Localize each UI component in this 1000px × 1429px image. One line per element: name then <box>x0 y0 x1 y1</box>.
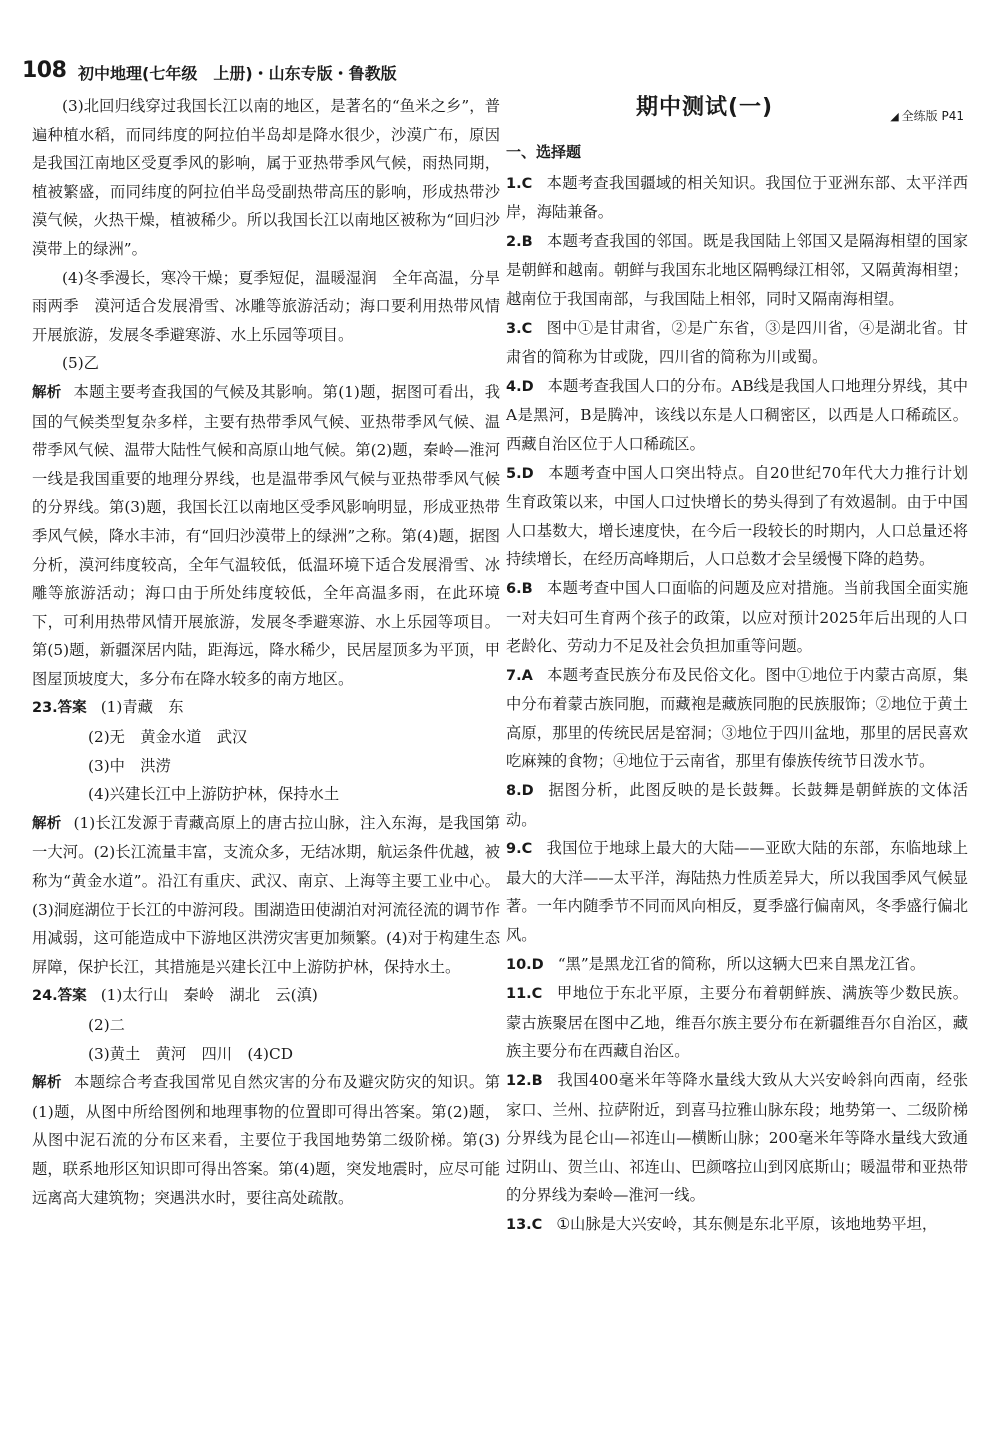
book-title: 初中地理(七年级 上册)・山东专版・鲁教版 <box>78 64 397 83</box>
answer-text: 据图分析，此图反映的是长鼓舞。长鼓舞是朝鲜族的文体活动。 <box>506 781 968 829</box>
answer-text: 本题考查中国人口面临的问题及应对措施。当前我国全面实施一对夫妇可生育两个孩子的政策，以应对预计2025年后出现的人口老龄化、劳动力不足及社会负担加重等问题。 <box>506 578 968 656</box>
question-number: 11.C <box>506 986 543 1003</box>
test-title: 期中测试(一) <box>636 95 774 120</box>
question-number: 4.D <box>506 378 534 395</box>
explanation-23-text: (1)长江发源于青藏高原上的唐古拉山脉，注入东海，是我国第一大河。(2)长江流量丰富，支流众多，无结冰期，航运条件优越，被称为“黄金水道”。沿江有重庆、武汉、南京、上海等主要工业中心。(3)洞庭湖位于长江的中游河段。围湖造田使湖泊对河流径流的调节作用减弱，这可能造成中下游地区洪涝灾害更加频繁。(4)对于构建生态屏障，保护长江，其措施是兴建长江中上游防护林，保持水土。 <box>32 813 501 976</box>
answer-text: 本题考查民族分布及民俗文化。图中①地位于内蒙古高原，集中分布着蒙古族同胞，而藏袍是藏族同胞的民族服饰；②地位于黄土高原，那里的传统民居是窑洞；③地位于四川盆地，那里的居民喜欢吃麻辣的食物；④地位于云南省，那里有傣族传统节日泼水节。 <box>506 665 968 771</box>
question-number: 10.D <box>506 956 544 973</box>
answer-23-line1 <box>32 693 500 723</box>
page-header <box>0 0 1000 92</box>
answer-23-line2: (2)无 黄金水道 武汉 <box>88 728 248 747</box>
question-number: 13.C <box>506 1216 543 1233</box>
question-number: 8.D <box>506 783 534 800</box>
answer-text: 我国400毫米年等降水量线大致从大兴安岭斜向西南，经张家口、兰州、拉萨附近，到喜马拉雅山脉东段；地势第一、二级阶梯分界线为昆仑山—祁连山—横断山脉；200毫米年等降水量线大致通过阴山、贺兰山、祁连山、巴颜喀拉山到冈底斯山；暖温带和亚热带的分界线为秦岭—淮河一线。 <box>506 1071 968 1205</box>
explanation-tag: 解析 <box>32 815 62 832</box>
answer-item <box>506 314 968 372</box>
left-column <box>32 92 500 1212</box>
answer-item <box>506 661 968 776</box>
answer-24-line1 <box>32 981 500 1011</box>
answer-text: 图中①是甘肃省，②是广东省，③是四川省，④是湖北省。甘肃省的简称为甘或陇，四川省的简称为川或蜀。 <box>506 318 968 367</box>
answer-item <box>506 950 968 980</box>
answer-item <box>506 227 968 314</box>
answer-text: 甲地位于东北平原，主要分布着朝鲜族、满族等少数民族。蒙古族聚居在图中乙地，维吾尔族主要分布在新疆维吾尔自治区，藏族主要分布在西藏自治区。 <box>506 984 968 1061</box>
explanation-tag: 解析 <box>32 1075 62 1092</box>
answer-text: “黑”是黑龙江省的简称，所以这辆大巴来自黑龙江省。 <box>557 954 926 973</box>
explanation-24-text: 本题综合考查我国常见自然灾害的分布及避灾防灾的知识。第(1)题，从图中所给图例和地理事物的位置即可得出答案。第(2)题，从图中泥石流的分布区来看，主要位于我国地势第二级阶梯。第(3)题，联系地形区知识即可得出答案。第(4)题，突发地震时，应尽可能远离高大建筑物；突遇洪水时，要往高处疏散。 <box>32 1073 500 1207</box>
answer-list <box>506 169 968 1240</box>
question-number: 24.答案 <box>32 988 87 1005</box>
question-number: 5.D <box>506 465 534 482</box>
explanation-22 <box>32 378 500 694</box>
answer-22-part5: (5)乙 <box>62 354 99 373</box>
question-number: 1.C <box>506 175 533 192</box>
question-number: 2.B <box>506 233 533 250</box>
question-number: 7.A <box>506 667 533 684</box>
send-arrow-icon: ◢ <box>890 110 899 123</box>
answer-text: ①山脉是大兴安岭，其东侧是东北平原，该地地势平坦， <box>556 1214 938 1233</box>
answer-22-part4: (4)冬季漫长，寒冷干燥；夏季短促，温暖湿润 全年高温，分旱雨两季 漠河适合发展滑雪、冰雕等旅游活动；海口要利用热带风情开展旅游，发展冬季避寒游、水上乐园等项目。 <box>32 268 500 344</box>
answer-item <box>506 372 968 459</box>
answer-item <box>506 979 968 1066</box>
explanation-23 <box>32 809 500 982</box>
question-number: 3.C <box>506 320 533 337</box>
answer-23-line4: (4)兴建长江中上游防护林，保持水土 <box>88 785 340 804</box>
answer-text: 本题考查中国人口突出特点。自20世纪70年代大力推行计划生育政策以来，中国人口过快增长的势头得到了有效遏制。由于中国人口基数大，增长速度快，在今后一段较长的时期内，人口总量还将持续增长，在经历高峰期后，人口总数才会呈缓慢下降的趋势。 <box>506 463 968 569</box>
question-number: 9.C <box>506 841 533 858</box>
answer-item <box>506 834 968 949</box>
explanation-24 <box>32 1068 500 1212</box>
reference-text: 全练版 P41 <box>901 109 964 123</box>
answer-item <box>506 1210 968 1240</box>
explanation-tag: 解析 <box>32 384 62 401</box>
right-column <box>506 92 968 1240</box>
answer-item <box>506 169 968 227</box>
answer-24-text1: (1)太行山 秦岭 湖北 云(滇) <box>100 986 318 1005</box>
answer-item <box>506 1066 968 1210</box>
answer-item <box>506 776 968 834</box>
question-number: 12.B <box>506 1073 543 1089</box>
section-subhead: 一、选择题 <box>506 143 582 161</box>
answer-text: 本题考查我国人口的分布。AB线是我国人口地理分界线，其中A是黑河，B是腾冲，该线以东是人口稠密区，以西是人口稀疏区。西藏自治区位于人口稀疏区。 <box>506 376 968 453</box>
section-title <box>506 94 968 138</box>
answer-text: 本题考查我国的邻国。既是我国陆上邻国又是隔海相望的国家是朝鲜和越南。朝鲜与我国东北地区隔鸭绿江相邻，又隔黄海相望；越南位于我国南部，与我国陆上相邻，同时又隔南海相望。 <box>506 231 968 308</box>
answer-23-text1: (1)青藏 东 <box>100 698 184 717</box>
answer-24-line3: (3)黄土 黄河 四川 (4)CD <box>88 1044 293 1063</box>
answer-item <box>506 574 968 661</box>
answer-24-line2: (2)二 <box>88 1016 125 1034</box>
answer-23-line3: (3)中 洪涝 <box>88 756 171 775</box>
answer-item <box>506 459 968 574</box>
answer-text: 我国位于地球上最大的大陆——亚欧大陆的东部，东临地球上最大的大洋——太平洋，海陆热力性质差异大，所以我国季风气候显著。一年内随季节不同而风向相反，夏季盛行偏南风，冬季盛行偏北风。 <box>506 839 968 945</box>
answer-22-part3: (3)北回归线穿过我国长江以南的地区，是著名的“鱼米之乡”，普遍种植水稻，而同纬度的阿拉伯半岛却是降水很少，沙漠广布，原因是我国江南地区受夏季风的影响，属于亚热带季风气候，雨热同期，植被繁盛，而同纬度的阿拉伯半岛受副热带高压的影响，形成热带沙漠气候，火热干燥，植被稀少。所以我国长江以南地区被称为“回归沙漠带上的绿洲”。 <box>32 97 500 258</box>
answer-text: 本题考查我国疆域的相关知识。我国位于亚洲东部、太平洋西岸，海陆兼备。 <box>506 173 968 222</box>
question-number: 6.B <box>506 580 533 597</box>
explanation-22-text: 本题主要考查我国的气候及其影响。第(1)题，据图可看出，我国的气候类型复杂多样，主要有热带季风气候、亚热带季风气候、温带季风气候、温带大陆性气候和高原山地气候。第(2)题，秦岭—淮河一线是我国重要的地理分界线，也是温带季风气候与亚热带季风气候的分界线。第(3)题，我国长江以南地区受季风影响明显，形成亚热带季风气候，降水丰沛，有“回归沙漠带上的绿洲”之称。第(4)题，据图分析，漠河纬度较高，全年气温较低，低温环境下适合发展滑雪、冰雕等旅游活动；海口由于所处纬度较低，全年高温多雨，在此环境下，可利用热带风情开展旅游，发展冬季避寒游、水上乐园等项目。第(5)题，新疆深居内陆，距海远，降水稀少，民居屋顶多为平顶，甲图屋顶坡度大，多分布在降水较多的南方地区。 <box>32 382 501 688</box>
page-number: 108 <box>22 58 67 83</box>
reference-note <box>890 102 964 132</box>
question-number: 23.答案 <box>32 700 87 717</box>
